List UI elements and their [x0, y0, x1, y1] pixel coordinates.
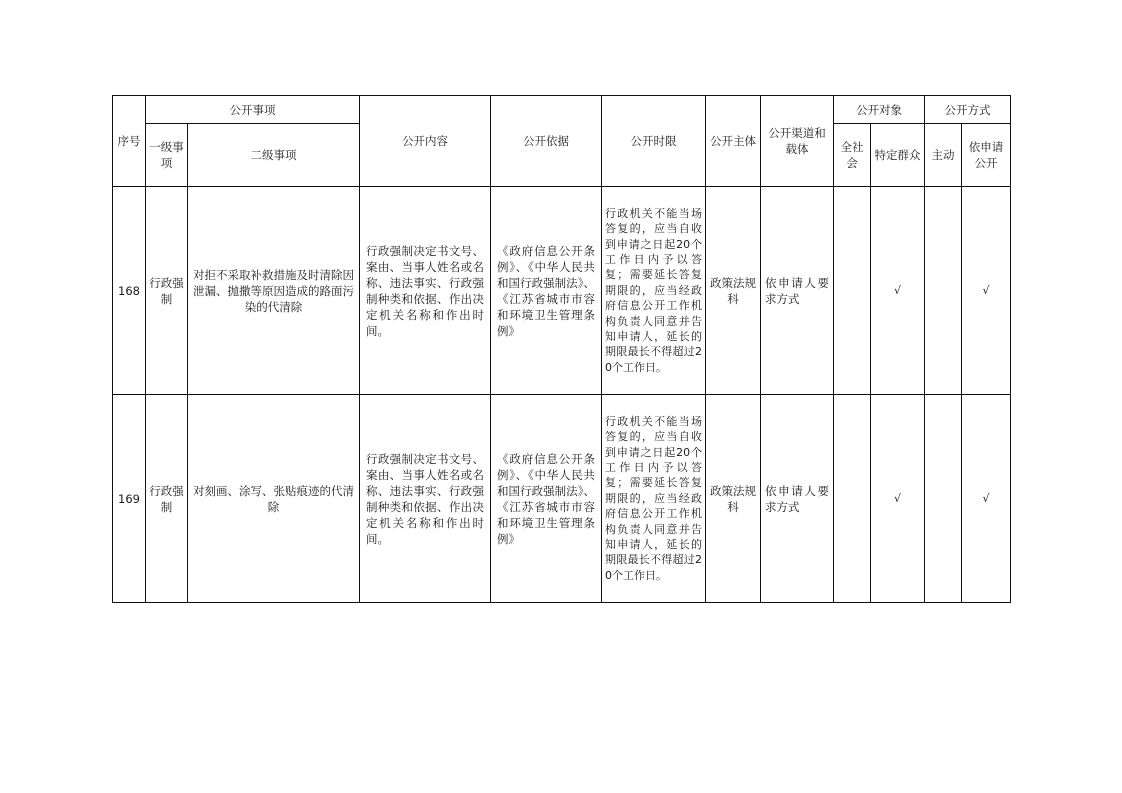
table-row	[113, 395, 1011, 603]
header-method-request: 依申请公开	[962, 124, 1011, 187]
row-seq: 168	[113, 187, 146, 395]
row-target-all	[834, 187, 871, 395]
header-target: 公开对象	[834, 96, 925, 124]
header-matters: 公开事项	[146, 96, 360, 124]
row-method-request: √	[962, 395, 1011, 603]
row-level1: 行政强制	[146, 395, 188, 603]
row-target-specific: √	[871, 395, 925, 603]
header-level2: 二级事项	[188, 124, 360, 187]
header-seq: 序号	[113, 96, 146, 187]
row-time-limit: 行政机关不能当场答复的，应当自收到申请之日起20个工作日内予以答复；需要延长答复期限的，应当经政府信息公开工作机构负责人同意并告知申请人，延长的期限最长不得超过20个工作日。	[602, 187, 706, 395]
row-basis: 《政府信息公开条例》、《中华人民共和国行政强制法》、《江苏省城市市容和环境卫生管理条例》	[491, 187, 602, 395]
header-content: 公开内容	[360, 96, 491, 187]
header-channel: 公开渠道和载体	[761, 96, 834, 187]
disclosure-table	[112, 95, 1011, 603]
header-subject: 公开主体	[706, 96, 761, 187]
header-target-specific: 特定群众	[871, 124, 925, 187]
row-subject: 政策法规科	[706, 187, 761, 395]
table-row	[113, 187, 1011, 395]
header-time-limit: 公开时限	[602, 96, 706, 187]
row-content: 行政强制决定书文号、案由、当事人姓名或名称、违法事实、行政强制种类和依据、作出决定机关名称和作出时间。	[360, 187, 491, 395]
row-time-limit: 行政机关不能当场答复的，应当自收到申请之日起20个工作日内予以答复；需要延长答复期限的，应当经政府信息公开工作机构负责人同意并告知申请人，延长的期限最长不得超过20个工作日。	[602, 395, 706, 603]
header-level1: 一级事项	[146, 124, 188, 187]
header-target-all: 全社会	[834, 124, 871, 187]
row-target-specific: √	[871, 187, 925, 395]
row-subject: 政策法规科	[706, 395, 761, 603]
row-basis: 《政府信息公开条例》、《中华人民共和国行政强制法》、《江苏省城市市容和环境卫生管理条例》	[491, 395, 602, 603]
row-method-active	[925, 395, 962, 603]
header-basis: 公开依据	[491, 96, 602, 187]
row-level2: 对刻画、涂写、张贴痕迹的代清除	[188, 395, 360, 603]
row-seq: 169	[113, 395, 146, 603]
row-channel: 依申请人要求方式	[761, 187, 834, 395]
header-method: 公开方式	[925, 96, 1011, 124]
row-level2: 对拒不采取补救措施及时清除因泄漏、抛撒等原因造成的路面污染的代清除	[188, 187, 360, 395]
row-target-all	[834, 395, 871, 603]
row-content: 行政强制决定书文号、案由、当事人姓名或名称、违法事实、行政强制种类和依据、作出决定机关名称和作出时间。	[360, 395, 491, 603]
row-method-request: √	[962, 187, 1011, 395]
header-method-active: 主动	[925, 124, 962, 187]
row-method-active	[925, 187, 962, 395]
row-level1: 行政强制	[146, 187, 188, 395]
row-channel: 依申请人要求方式	[761, 395, 834, 603]
